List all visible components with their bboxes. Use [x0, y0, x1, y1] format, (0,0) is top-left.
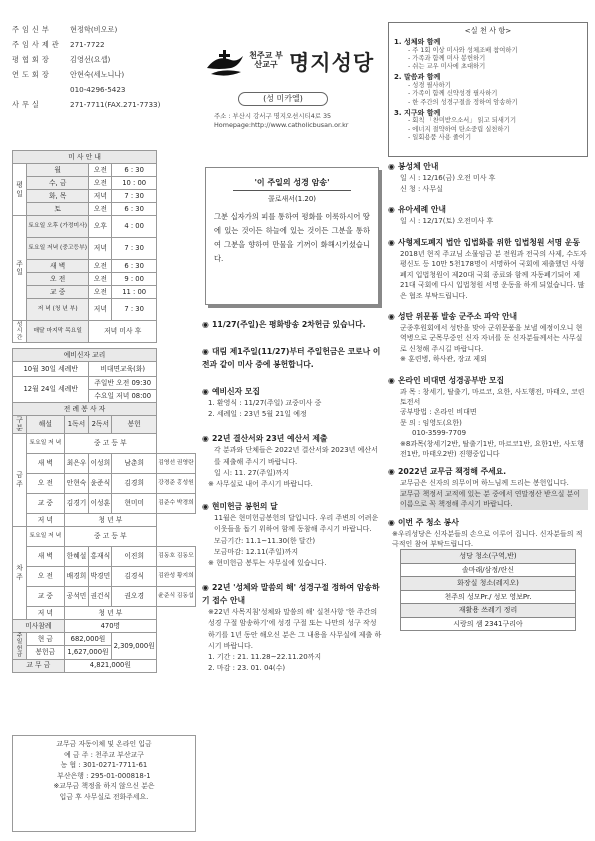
table-row: 오 전 안현숙 윤준식 김경희 강경준 홍성원	[13, 473, 196, 493]
table-row: 교 중 공석민 권건식 권오경 윤준식 김동섭	[13, 586, 196, 606]
table-row: 성시간 매달 마지막 목요일 저녁 미사 후	[13, 321, 196, 343]
notice-title: ◉ 예비신자 모집	[202, 387, 260, 396]
practice-item: - 회칙 「찬미받으소서」 읽고 되새기기	[408, 117, 517, 125]
notice-title: ◉ 11/27(주일)은 평화방송 2차헌금 있습니다.	[202, 320, 366, 329]
table-row: 오 전 오전 9 : 00	[13, 273, 196, 286]
notice-title: ◉ 봉성체 안내	[388, 162, 439, 171]
notice-title: ◉ 온라인 비대면 성경공부반 모집	[388, 375, 505, 385]
table-row: 수요일 저녁 08:00	[13, 390, 196, 403]
table-row: 교 무 금 4,821,000원	[13, 659, 196, 672]
notice-title: ◉ 유아세례 안내	[388, 205, 446, 215]
table-row: 주일헌금 현 금 682,000원 2,309,000원	[13, 632, 196, 645]
servers-title: 전 례 봉 사 자	[13, 403, 157, 416]
parish-logo	[205, 48, 385, 88]
table-row: 평일 월 오전 6 : 30	[13, 164, 196, 177]
target-bullet-icon: ◉	[388, 311, 395, 321]
table-row: 새 벽 최은우 이성희 남춘희 김영선 권영란	[13, 453, 196, 473]
table-row: 시랑의 샘 2341구리아	[401, 617, 576, 631]
target-bullet-icon: ◉	[388, 162, 395, 171]
mid-notices: ◉ 11/27(주일)은 평화방송 2차헌금 있습니다. ◉ 대림 제1주일(11/27)부터 주일헌금은 코로나 이전과 같이 미사 중에 봉헌합니다. ◉ 예비신자 모집 1. 환영식 : 11/27(주일) 교중미사 중 2. 세례일 : 23년 5월 21일 예정 ◉ 22년 결산서와 23년 예산서 제출 각 분과와 단체들은 2022년 결산서와 2023년 예산서를 제출해 주시기 바랍니다. 일 시: 11. 27(주일)까지 ※ 사무실로 내어 주시기 바랍니다. ◉ 현미헌금 봉헌의 달 11월은 현미헌금봉헌의 달입니다. 우리 주변의 어려운 이웃들을 돕기 위하여 함께 동참해 주시기 바랍니다. 모금기간: 11.1~11.30(한 달간) 모금마감: 12.11(주일)까지 ※ 현미헌금 봉투는 사무실에 있습니다. ◉ 22년 '성체와 말씀의 해' 성경구절 정하여 암송하기 접수 안내 ※22년 사목지침'성체와 말씀의 해' 실천사항 '한 주간의 성경 구절 암송하기'에 성경 구절 또는 나만의 성구 작성하기를 1년 동안 해오신 분은 그 내용을 사무실에 제출 하시기 바랍니다. 1. 기간 : 21. 11.28~22.11.20까지 2. 마감 : 23. 01. 04(수)	[202, 320, 382, 673]
address-line: 주소 : 부산시 강서구 명지오션시티4로 35	[214, 112, 332, 120]
table-row: 천주의 성모Pr./ 성모 영보Pr.	[401, 590, 576, 604]
notice-title: ◉ 22년 '성체와 말씀의 해' 성경구절 정하여 암송하기 접수 안내	[202, 583, 380, 606]
table-row: 수, 금 오전 10 : 00	[13, 177, 196, 190]
address-block	[214, 112, 394, 130]
table-row: 금 주 토요일 저 녁 중 고 등 부	[13, 433, 196, 453]
scripture-ref: 콜로새서(1.20)	[267, 195, 317, 203]
practice-item: - 쉬는 교우 미사에 초대하기	[408, 63, 486, 71]
table-row: 주일 토요일 오후 (가정미사) 오후 4 : 00	[13, 216, 196, 238]
practice-section-title: 2. 말씀과 함께	[394, 73, 441, 82]
table-row: 구분 해설 1독서 2독서 봉헌	[13, 416, 196, 434]
table-row: 화장실 청소(레지오)	[401, 577, 576, 591]
notice-title: ◉ 대림 제1주일(11/27)부터 주일헌금은 코로나 이전과 같이 미사 중에 봉헌합니다.	[202, 347, 381, 369]
practice-title: <실 천 사 항>	[464, 26, 512, 35]
parish-name: 명지성당	[289, 51, 375, 75]
dove-emblem-icon	[205, 48, 245, 82]
practice-item: - 일회용품 사용 줄이기	[408, 133, 472, 141]
patron-saint: (성 미카엘)	[238, 92, 328, 106]
target-bullet-icon: ◉	[388, 375, 395, 385]
target-bullet-icon: ◉	[202, 434, 209, 444]
table-row: 미사참례 470명	[13, 619, 196, 632]
table-row: 솔마래/삼정/란신	[401, 563, 576, 577]
practice-section-title: 3. 지구와 함께	[394, 108, 441, 117]
table-row: 저 녁 (청 년 부) 저녁 7 : 30	[13, 299, 196, 321]
target-bullet-icon: ◉	[202, 502, 209, 512]
table-row: 교 중 김경기 이성훈 현미미 김준수 박경희	[13, 493, 196, 513]
table-row: 오 전 배경희 박경민 김경식 김완성 황지희	[13, 566, 196, 586]
table-row: 화, 목 저녁 7 : 30	[13, 190, 196, 203]
table-row: 토요일 저녁 (중고등부) 저녁 7 : 30	[13, 238, 196, 260]
practice-section-title: 1. 성체와 함께	[394, 38, 441, 46]
table-row: 새 벽 오전 6 : 30	[13, 260, 196, 273]
sunday-label: 주일	[13, 216, 27, 321]
target-bullet-icon: ◉	[202, 347, 209, 356]
table-row: 토 오전 6 : 30	[13, 203, 196, 216]
practice-item: - 가족과 함께 미사 봉헌하기	[408, 54, 486, 62]
notice-title: ◉ 사형제도폐지 법안 입법화를 위한 입법청원 서명 운동	[388, 237, 580, 247]
practice-item: - 주 1회 이상 미사와 성체조배 참여하기	[408, 46, 518, 54]
target-bullet-icon: ◉	[202, 583, 209, 593]
catechumen-title: 예비신자 교리	[13, 349, 157, 362]
practice-item: - 에너지 절약하여 탄소중립 실천하기	[408, 125, 510, 133]
target-bullet-icon: ◉	[388, 467, 395, 477]
notice-title: ◉ 22년 결산서와 23년 예산서 제출	[202, 434, 328, 444]
right-notices: ◉ 봉성체 안내 일 시 : 12/16(금) 오전 미사 후 신 청 : 사무실 ◉ 유아세례 안내 일 시 : 12/17(토) 오전미사 후 ◉ 사형제도폐지 법안 입법화를 위한 입법청원 서명 운동 2018년 현직 주교님 소물임금 분 전원과 전국의 사제, 수도자 평신도 등 10만 5천178명이 서명하여 국회에 제출했던 사형폐지 입법청원이 제20대 국회 종료와 함께 자동폐기되어 제21대 국회에 다시 입법청원 서명 운동을 하게 되었습니다. 많은 협조 부탁드립니다. ◉ 성탄 위문품 발송 군주소 파악 안내 군종후원회에서 성탄을 맞아 군위문품을 보낼 예정이오니 현역병으로 군목무중인 신자 자녀를 둔 신자분들께서는 사무실로 신청해 주시길 바랍니다. ※ 훈련병, 하사관, 장교 제외 ◉ 온라인 비대면 성경공부반 모집 과 목 : 창세기, 탈출기, 마르코, 요한, 사도행전, 마태오, 코린토전서 공부방법 : 온라인 비대면 문 의 : 임영도(요한) 010-3599-7709 ※8과목(창세기2반, 탈출기1반, 마르코1반, 요한1반, 사도행전1반, 마태오2반) 진행중입니다 ◉ 2022년 교무금 책정해 주세요. 교무금은 신자의 의무이며 하느님께 드리는 봉헌입니다. 교무금 책정서 교적에 있는 분 중에서 연말정산 받으실 분이 이름으로 꼭 책정해 주시기 바랍니다. ◉ 이번 주 청소 봉사 ※우리성당은 신자분들의 손으로 이루어 집니다. 신자분들의 적극적인 참여 부탁드립니다. 성당 청소(구역,반) 솔마래/삼정/란신 화장실 청소(레지오) 천주의 성모Pr./ 성모 영보Pr. 재활용 쓰레기 정리 시랑의 샘 2341구리아	[388, 160, 588, 631]
table-row: 성당 청소(구역,반)	[401, 550, 576, 564]
notice-title: ◉ 현미헌금 봉헌의 달	[202, 502, 278, 512]
target-bullet-icon: ◉	[388, 205, 395, 215]
scripture-box	[205, 167, 379, 305]
table-row: 봉헌금 1,627,000원	[13, 646, 196, 659]
schedule-table	[12, 150, 196, 673]
table-row: 10월 30일 세례반 비대면교육(화)	[13, 362, 196, 377]
bank-info: 교무금 자동이체 및 온라인 입금 예 금 주 : 천주교 부산교구 농 협 : 301-0271-7711-61 부산은행 : 295-01-000818-1 ※교무금 책정을 하지 않으신 분은 입금 후 사무실로 전화주세요.	[12, 735, 196, 832]
table-row: 차 주 토요일 저 녁 중 고 등 부	[13, 526, 196, 546]
practice-item: - 성경 필사하기	[408, 82, 451, 90]
staff-info: 주임신부 현정학(비오로) 주임사제관 271-7722 평협회장 김영선(요셉) 연도회장 안현숙(세노니나) 010-4296-5423 사무실 271-7711(FAX.271-7733)	[12, 25, 161, 109]
table-row: 12월 24일 세례반 주일반 오전 09:30	[13, 377, 196, 390]
homepage-link[interactable]: Homepage:http://www.catholicbusan.or.kr	[214, 121, 349, 129]
notice-title: ◉ 이번 주 청소 봉사	[388, 517, 459, 527]
notice-title: ◉ 2022년 교무금 책정해 주세요.	[388, 467, 507, 477]
cleaning-table	[400, 549, 576, 631]
table-row: 재활용 쓰레기 정리	[401, 604, 576, 618]
weekday-label: 평일	[13, 164, 27, 216]
table-row: 새 벽 한혜설 홍재식 이진희 김동호 김동모	[13, 546, 196, 566]
target-bullet-icon: ◉	[202, 320, 209, 329]
notice-title: ◉ 성탄 위문품 발송 군주소 파악 안내	[388, 311, 518, 321]
table-row: 교 중 오전 11 : 00	[13, 286, 196, 299]
mass-title: 미 사 안 내	[13, 151, 157, 164]
parish-diocese-label: 천주교 부산교구	[249, 51, 283, 69]
target-bullet-icon: ◉	[388, 517, 395, 527]
target-bullet-icon: ◉	[388, 237, 395, 247]
practice-item: - 한 주간의 성경구절을 정하여 암송하기	[408, 98, 518, 106]
practice-item: - 가족이 함께 신약성경 필사하기	[408, 90, 498, 98]
table-row: 저 녁 청 년 부	[13, 606, 196, 619]
practice-box	[388, 22, 588, 157]
scripture-body: 그분 십자가의 피를 통하여 평화를 이룩하시어 땅에 있는 것이든 하늘에 있는 것이든 그분을 통하여 그분을 향하여 만물을 기꺼이 화해시키셨습니다.	[214, 211, 370, 263]
table-row: 저 녁 청 년 부	[13, 513, 196, 526]
target-bullet-icon: ◉	[202, 387, 209, 396]
scripture-title: '이 주일의 성경 암송'	[233, 178, 351, 191]
